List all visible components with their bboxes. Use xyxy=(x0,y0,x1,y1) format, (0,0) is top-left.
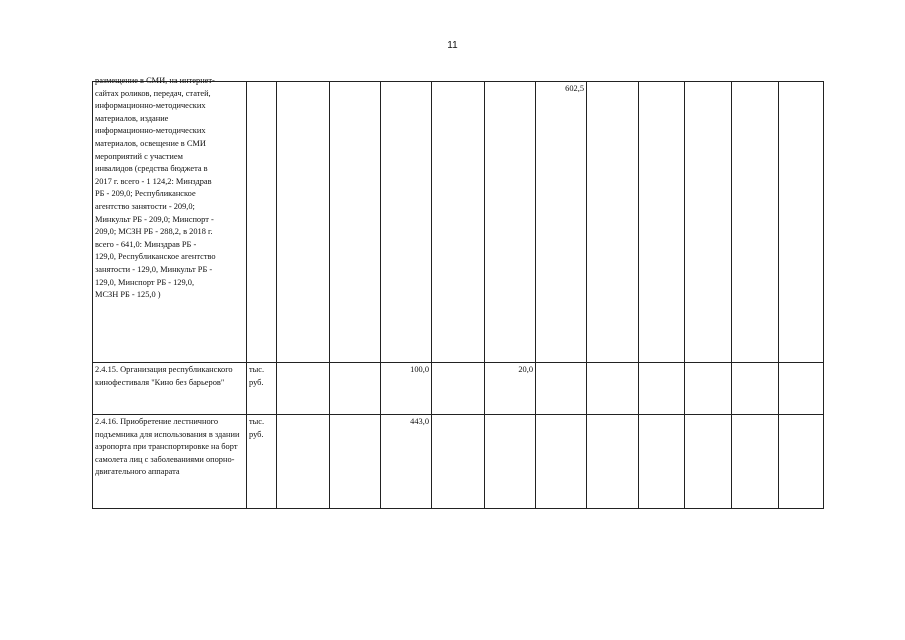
value-cell xyxy=(587,415,639,509)
value-cell xyxy=(432,415,485,509)
value-cell xyxy=(732,82,779,363)
description-line: РБ - 209,0; Республиканское xyxy=(95,189,196,199)
description-line: инвалидов (средства бюджета в xyxy=(95,164,208,174)
table-row xyxy=(93,363,824,415)
value-cell xyxy=(277,363,330,415)
value-cell xyxy=(277,82,330,363)
description-line: 129,0, Минспорт РБ - 129,0, xyxy=(95,277,195,287)
value-cell xyxy=(685,415,732,509)
value-cell: 443,0 xyxy=(381,415,432,509)
description-line: 209,0; МСЗН РБ - 288,2, в 2018 г. xyxy=(95,227,213,237)
value-cell xyxy=(587,363,639,415)
measures-table xyxy=(92,76,824,509)
value-cell xyxy=(330,82,381,363)
page-number: 11 xyxy=(447,40,458,51)
value-cell xyxy=(536,363,587,415)
description-line: размещение в СМИ, на интернет- xyxy=(95,76,215,85)
measure-description: 2.4.15. Организация республиканского кинофестиваля "Кино без барьеров" xyxy=(93,363,247,415)
value-cell xyxy=(432,82,485,363)
value-cell xyxy=(779,415,824,509)
measure-description xyxy=(93,76,247,363)
value-cell xyxy=(639,82,685,363)
value-cell xyxy=(639,415,685,509)
value-cell xyxy=(432,363,485,415)
value-cell xyxy=(685,363,732,415)
value-cell xyxy=(732,363,779,415)
unit-cell: тыс. руб. xyxy=(247,415,277,509)
description-line: всего - 641,0: Минздрав РБ - xyxy=(95,239,197,249)
measure-description: 2.4.16. Приобретение лестничного подъемника для использования в здании аэропорта при транспортировке на борт самолета лиц с заболеваниями опорно-двигательного аппарата xyxy=(93,415,247,509)
unit-cell: тыс. руб. xyxy=(247,363,277,415)
unit-cell xyxy=(247,82,277,363)
description-line: Минкульт РБ - 209,0; Минспорт - xyxy=(95,214,214,224)
value-cell xyxy=(330,363,381,415)
value-cell xyxy=(485,415,536,509)
value-cell xyxy=(685,82,732,363)
value-cell: 602,5 xyxy=(536,82,587,363)
value-cell xyxy=(536,415,587,509)
description-line: информационно-методических xyxy=(95,101,206,111)
description-line: 2017 г. всего - 1 124,2: Минздрав xyxy=(95,176,212,186)
value-cell xyxy=(381,82,432,363)
value-cell xyxy=(485,82,536,363)
value-cell: 20,0 xyxy=(485,363,536,415)
description-line: материалов, издание xyxy=(95,113,169,123)
description-line: информационно-методических xyxy=(95,126,206,136)
value-cell xyxy=(277,415,330,509)
table-row xyxy=(93,415,824,509)
value-cell: 100,0 xyxy=(381,363,432,415)
value-cell xyxy=(779,82,824,363)
description-line: занятости - 129,0, Минкульт РБ - xyxy=(95,264,213,274)
description-line: материалов, освещение в СМИ xyxy=(95,138,206,148)
value-cell xyxy=(330,415,381,509)
description-line: мероприятий с участием xyxy=(95,151,183,161)
value-cell xyxy=(639,363,685,415)
description-line: сайтах роликов, передач, статей, xyxy=(95,88,211,98)
description-line: 129,0, Республиканское агентство xyxy=(95,252,216,262)
value-cell xyxy=(732,415,779,509)
table-row xyxy=(93,82,824,363)
description-line: агентство занятости - 209,0; xyxy=(95,201,195,211)
description-line: МСЗН РБ - 125,0 ) xyxy=(95,290,161,300)
value-cell xyxy=(587,82,639,363)
value-cell xyxy=(779,363,824,415)
